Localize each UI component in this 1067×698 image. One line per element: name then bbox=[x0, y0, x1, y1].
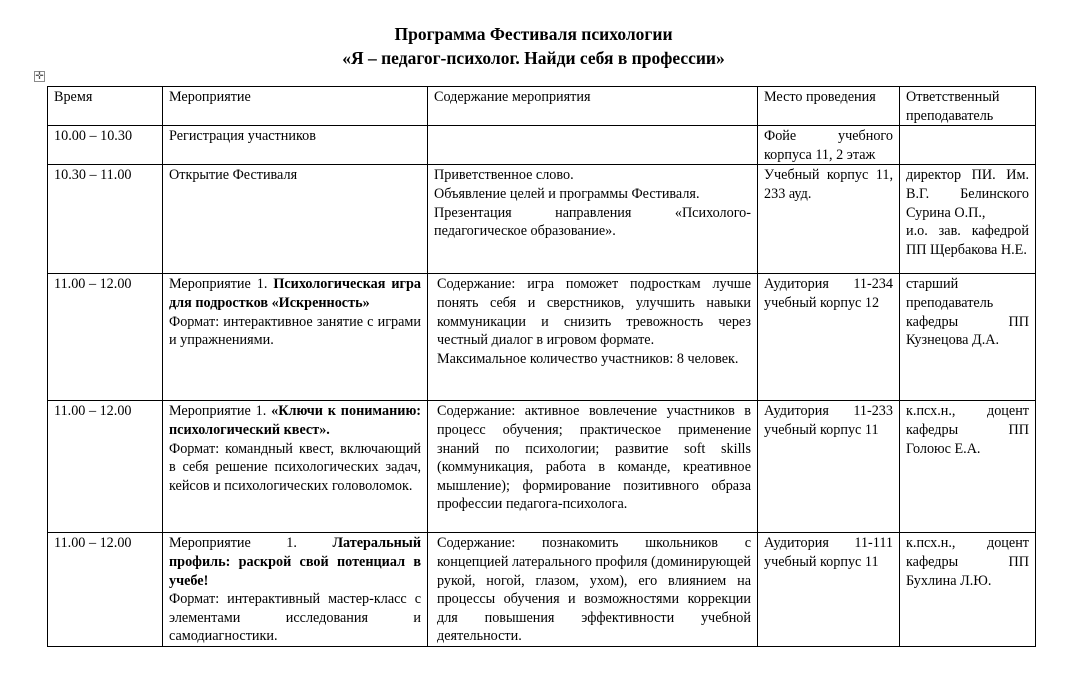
cell-time: 11.00 – 12.00 bbox=[48, 533, 163, 647]
event-prefix: Мероприятие 1. bbox=[169, 276, 274, 293]
event-prefix: Мероприятие 1. bbox=[169, 535, 333, 552]
cell-content bbox=[428, 401, 758, 533]
event-format: Формат: интерактивный мастер-класс с элементами исследования и самодиагностики. bbox=[169, 591, 421, 645]
cell-event bbox=[163, 274, 428, 401]
cell-responsible: к.псх.н., доцент кафедры ПП Голоюс Е.А. bbox=[900, 401, 1036, 533]
table-row bbox=[48, 126, 1036, 165]
cell-time: 10.30 – 11.00 bbox=[48, 165, 163, 274]
cell-responsible bbox=[900, 126, 1036, 165]
cell-time: 11.00 – 12.00 bbox=[48, 401, 163, 533]
cell-place: Учебный корпус 11, 233 ауд. bbox=[758, 165, 900, 274]
cell-place: Фойе учебного корпуса 11, 2 этаж bbox=[758, 126, 900, 165]
document-subtitle: «Я – педагог-психолог. Найди себя в профессии» bbox=[342, 48, 725, 68]
header-time: Время bbox=[48, 87, 163, 126]
responsible-line: директор ПИ. Им. В.Г. Белинского Сурина О.П., bbox=[906, 167, 1029, 221]
event-format: Формат: интерактивное занятие с играми и упражнениями. bbox=[169, 313, 421, 349]
event-title: Психологическая игра для подростков «Искренность» bbox=[169, 276, 421, 311]
cell-time: 10.00 – 10.30 bbox=[48, 126, 163, 165]
table-move-handle-icon[interactable]: ✛ bbox=[35, 71, 44, 82]
cell-responsible: старший преподаватель кафедры ПП Кузнецова Д.А. bbox=[900, 274, 1036, 401]
event-prefix: Мероприятие 1. bbox=[169, 403, 272, 420]
header-place: Место проведения bbox=[758, 87, 900, 126]
cell-content bbox=[428, 165, 758, 274]
program-table bbox=[47, 86, 1036, 647]
cell-event: Открытие Фестиваля bbox=[163, 165, 428, 274]
responsible-line: и.о. зав. кафедрой ПП Щербакова Н.Е. bbox=[906, 223, 1029, 258]
cell-event: Регистрация участников bbox=[163, 126, 428, 165]
cell-place: Аудитория 11-233 учебный корпус 11 bbox=[758, 401, 900, 533]
content-line: Содержание: познакомить школьников с концепцией латерального профиля (доминирующей рукой, ногой, глазом, ухом), его влиянием на процессы обучения и возможностями коррекции для повышения эффективности учебной деятельности. bbox=[437, 535, 751, 645]
document-title: Программа Фестиваля психологии bbox=[394, 24, 673, 44]
cell-event bbox=[163, 533, 428, 647]
table-header-row bbox=[48, 87, 1036, 126]
table-row bbox=[48, 274, 1036, 401]
content-line: Приветственное слово. bbox=[434, 167, 574, 184]
table-row bbox=[48, 165, 1036, 274]
cell-content bbox=[428, 126, 758, 165]
content-line: Содержание: игра поможет подросткам лучше понять себя и сверстников, улучшить навыки коммуникации и снизить тревожность через честный диалог в игровом формате. bbox=[437, 276, 751, 349]
header-content: Содержание мероприятия bbox=[428, 87, 758, 126]
table-row bbox=[48, 533, 1036, 647]
content-line: Объявление целей и программы Фестиваля. bbox=[434, 185, 700, 202]
cell-place: Аудитория 11-111 учебный корпус 11 bbox=[758, 533, 900, 647]
content-line: Максимальное количество участников: 8 человек. bbox=[437, 350, 739, 367]
event-title: «Ключи к пониманию: психологический квест». bbox=[169, 403, 422, 438]
cell-content bbox=[428, 274, 758, 401]
header-event: Мероприятие bbox=[163, 87, 428, 126]
table-row bbox=[48, 401, 1036, 533]
cell-content bbox=[428, 533, 758, 647]
cell-time: 11.00 – 12.00 bbox=[48, 274, 163, 401]
event-title: Латеральный профиль: раскрой свой потенциал в учебе! bbox=[169, 535, 421, 589]
event-format: Формат: командный квест, включающий в себя решение психологических задач, кейсов и психологических головоломок. bbox=[169, 440, 421, 494]
cell-responsible bbox=[900, 165, 1036, 274]
header-responsible: Ответственный преподаватель bbox=[900, 87, 1036, 126]
cell-event bbox=[163, 401, 428, 533]
content-line: Презентация направления «Психолого-педагогическое образование». bbox=[434, 204, 751, 240]
content-line: Содержание: активное вовлечение участников в процесс обучения; практическое применение знаний по психологии; развитие soft skills (коммуникация, работа в команде, креативное мышление); формирование позитивного образа профессии педагога-психолога. bbox=[437, 403, 751, 513]
cell-place: Аудитория 11-234 учебный корпус 12 bbox=[758, 274, 900, 401]
cell-responsible: к.псх.н., доцент кафедры ПП Бухлина Л.Ю. bbox=[900, 533, 1036, 647]
